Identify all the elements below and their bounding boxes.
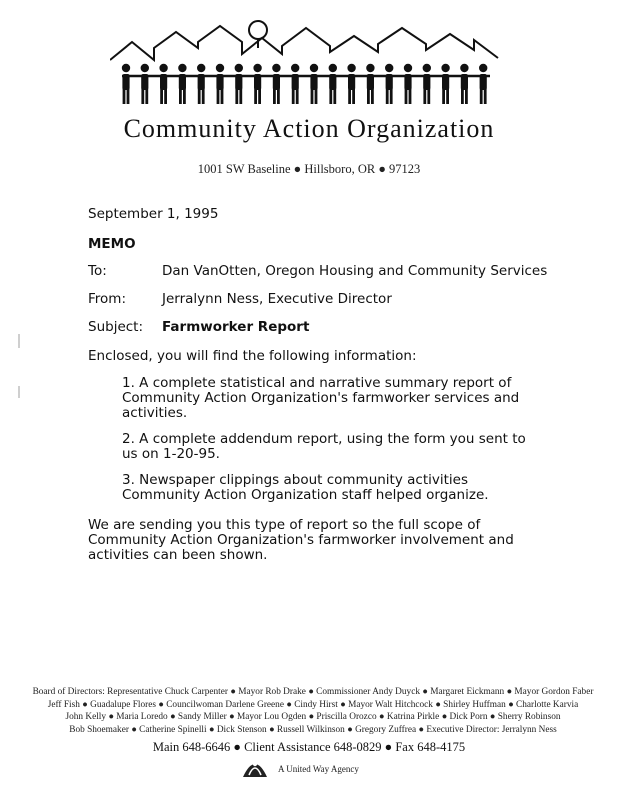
person-icon xyxy=(292,89,295,104)
person-icon xyxy=(366,64,374,72)
person-icon xyxy=(159,64,167,72)
person-icon xyxy=(329,64,337,72)
board-of-directors xyxy=(18,686,608,736)
person-icon xyxy=(273,89,276,104)
closing-paragraph: We are sending you this type of report so the full scope of Community Action Organization's farmworker involvement and activities can been shown. xyxy=(88,517,514,563)
person-icon xyxy=(122,64,130,72)
person-icon xyxy=(484,89,487,104)
person-icon xyxy=(329,89,332,104)
board-line: John Kelly ● Maria Loredo ● Sandy Miller ● Mayor Lou Ogden ● Priscilla Orozco ● Katrina Pirkle ● Dick Porn ● Sherry Robinson xyxy=(65,712,561,722)
from-label: From: xyxy=(88,291,126,307)
person-icon xyxy=(409,89,412,104)
person-icon xyxy=(371,89,374,104)
person-icon xyxy=(352,89,355,104)
intro-paragraph: Enclosed, you will find the following information: xyxy=(88,348,417,364)
person-icon xyxy=(178,64,186,72)
person-icon xyxy=(217,89,220,104)
person-icon xyxy=(141,89,144,104)
person-icon xyxy=(460,64,468,72)
person-icon xyxy=(277,89,280,104)
subject-label: Subject: xyxy=(88,319,144,335)
person-icon xyxy=(179,89,182,104)
scan-mark xyxy=(18,334,20,348)
person-icon xyxy=(333,89,336,104)
person-icon xyxy=(348,89,351,104)
person-icon xyxy=(202,89,205,104)
memo-date: September 1, 1995 xyxy=(88,206,219,222)
united-way-logo-icon xyxy=(240,755,270,781)
organization-name: Community Action Organization xyxy=(123,114,495,143)
person-icon xyxy=(423,89,426,104)
person-icon xyxy=(347,64,355,72)
person-icon xyxy=(442,89,445,104)
person-icon xyxy=(221,89,224,104)
person-icon xyxy=(239,89,242,104)
memo-heading: MEMO xyxy=(88,236,136,252)
person-icon xyxy=(390,89,393,104)
person-icon xyxy=(310,64,318,72)
list-item: 3. Newspaper clippings about community activities Community Action Organization staff helped organize. xyxy=(122,472,489,503)
scan-mark xyxy=(18,386,20,398)
person-icon xyxy=(183,89,186,104)
agency-label: A United Way Agency xyxy=(278,764,359,774)
person-icon xyxy=(311,89,314,104)
person-icon xyxy=(441,64,449,72)
person-icon xyxy=(198,89,201,104)
person-icon xyxy=(479,64,487,72)
person-icon xyxy=(164,89,167,104)
board-line: Board of Directors: Representative Chuck Carpenter ● Mayor Rob Drake ● Commissioner Andy Duyck ● Margaret Eickmann ● Mayor Gordon Faber xyxy=(32,687,594,697)
person-icon xyxy=(127,89,130,104)
person-icon xyxy=(405,89,408,104)
person-icon xyxy=(404,64,412,72)
person-icon xyxy=(160,89,163,104)
person-icon xyxy=(235,89,238,104)
person-icon xyxy=(197,64,205,72)
to-label: To: xyxy=(88,263,107,279)
list-item: 1. A complete statistical and narrative summary report of Community Action Organization's farmworker services and activities. xyxy=(122,375,520,421)
person-icon xyxy=(291,64,299,72)
person-icon xyxy=(446,89,449,104)
person-icon xyxy=(216,64,224,72)
board-line: Jeff Fish ● Guadalupe Flores ● Councilwoman Darlene Greene ● Cindy Hirst ● Mayor Walt Hitchcock ● Shirley Huffman ● Charlotte Karvia xyxy=(47,699,579,710)
person-icon xyxy=(141,64,149,72)
person-icon xyxy=(258,89,261,104)
person-icon xyxy=(465,89,468,104)
list-item: 2. A complete addendum report, using the form you sent to us on 1-20-95. xyxy=(122,431,526,462)
person-icon xyxy=(315,89,318,104)
person-icon xyxy=(272,64,280,72)
person-icon xyxy=(427,89,430,104)
person-icon xyxy=(254,89,257,104)
person-icon xyxy=(423,64,431,72)
person-icon xyxy=(386,89,389,104)
person-icon xyxy=(145,89,148,104)
person-icon xyxy=(461,89,464,104)
organization-address: 1001 SW Baseline ● Hillsboro, OR ● 97123 xyxy=(197,162,421,176)
person-icon xyxy=(253,64,261,72)
from-value: Jerralynn Ness, Executive Director xyxy=(162,291,392,307)
phone-numbers: Main 648-6646 ● Client Assistance 648-0829 ● Fax 648-4175 xyxy=(152,740,466,754)
person-icon xyxy=(480,89,483,104)
board-line: Bob Shoemaker ● Catherine Spinelli ● Dick Stenson ● Russell Wilkinson ● Gregory Zuffrea ● Executive Director: Jerralynn Ness xyxy=(69,724,557,735)
person-icon xyxy=(367,89,370,104)
person-icon xyxy=(123,89,126,104)
subject-value: Farmworker Report xyxy=(162,319,310,335)
person-icon xyxy=(385,64,393,72)
to-value: Dan VanOtten, Oregon Housing and Community Services xyxy=(162,263,548,279)
person-icon xyxy=(296,89,299,104)
person-icon xyxy=(235,64,243,72)
